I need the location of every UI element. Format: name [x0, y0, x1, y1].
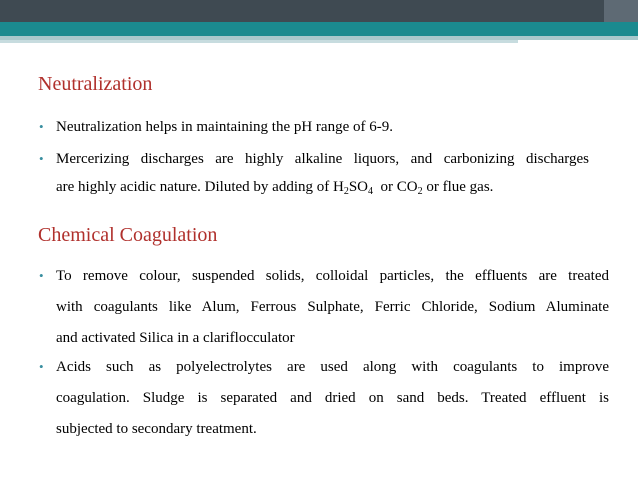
bullet-marker: •: [39, 359, 44, 374]
bullet-text-line: Acids such as polyelectrolytes are used along with coagulants to improve: [56, 359, 609, 375]
bullet-text-line: To remove colour, suspended solids, colloidal particles, the effluents are treated: [56, 268, 609, 284]
header-stripe-short: [0, 40, 518, 43]
bullet-text-line: and activated Silica in a clariflocculator: [56, 330, 295, 346]
bullet-item: [39, 113, 576, 141]
bullet-marker: •: [39, 268, 44, 283]
bullet-text: Neutralization helps in maintaining the pH range of 6-9.: [56, 119, 393, 135]
bullet-text-line: are highly acidic nature. Diluted by adding of $H_2SO_4$ or $CO_2$ or flue gas.: [56, 179, 494, 197]
header-band-dark: [0, 0, 638, 22]
section-heading-neutralization: Neutralization: [38, 73, 153, 95]
bullet-text-line: with coagulants like Alum, Ferrous Sulphate, Ferric Chloride, Sodium Aluminate: [56, 299, 609, 315]
section-heading-chemical-coagulation: Chemical Coagulation: [38, 224, 218, 246]
bullet-marker: •: [39, 119, 44, 134]
bullet-text-line: subjected to secondary treatment.: [56, 421, 257, 437]
bullet-marker: •: [39, 151, 44, 166]
bullet-item: [39, 262, 609, 352]
bullet-item: [39, 353, 609, 443]
bullet-text-line: Mercerizing discharges are highly alkaline liquors, and carbonizing discharges: [56, 151, 589, 167]
header-corner-accent: [604, 0, 638, 22]
header-band-teal: [0, 22, 638, 36]
bullet-item: [39, 145, 589, 201]
bullet-text-line: coagulation. Sludge is separated and dried on sand beds. Treated effluent is: [56, 390, 609, 406]
